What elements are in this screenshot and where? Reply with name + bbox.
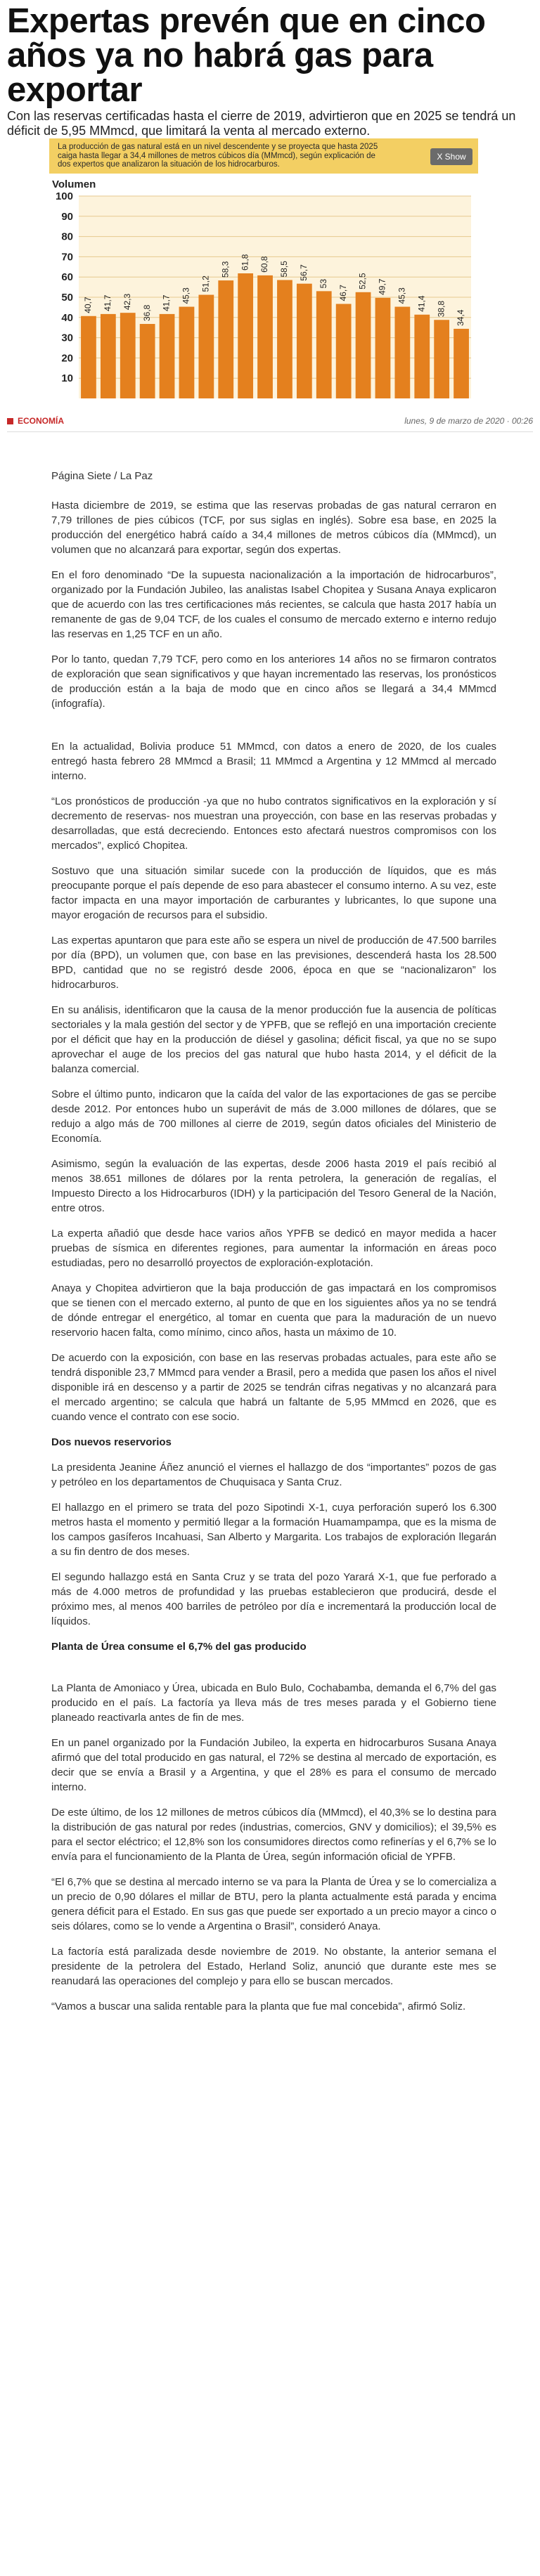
bar bbox=[434, 320, 449, 398]
bar-value-label: 46,7 bbox=[338, 285, 348, 301]
y-tick-label: 80 bbox=[61, 230, 73, 243]
bar-value-label: 45,3 bbox=[397, 287, 407, 304]
infographic-banner-text: La producción de gas natural está en un nivel descendente y se proyecta que hasta 2025 caiga hasta llegar a 34,4 millones de metros cúbicos día (MMmcd), según explicación de dos expertos que analizaron la situación de los hidrocarburos. bbox=[58, 143, 378, 169]
bar-value-label: 41,4 bbox=[416, 295, 427, 312]
paragraph: La presidenta Jeanine Áñez anunció el viernes el hallazgo de dos “importantes” pozos de gas y petróleo en los departamentos de Chuquisaca y Santa Cruz. bbox=[51, 1462, 496, 1488]
bar bbox=[120, 313, 136, 398]
bar bbox=[375, 298, 391, 398]
bar-value-label: 53 bbox=[318, 279, 328, 289]
paragraph: En su análisis, identificaron que la causa de la menor producción fue la ausencia de políticas sectoriales y la mala gestión del sector y de YPFB, que se reflejó en una importación creciente por el déficit que hay en la producción de diésel y gasolina; déficit fiscal, ya que no se supo aprovechar el auge de los precios del gas natural que hubo hasta 2014, y el déficit de la balanza comercial. bbox=[51, 1004, 496, 1075]
bar bbox=[140, 324, 155, 398]
byline: Página Siete / La Paz bbox=[51, 470, 153, 482]
infographic bbox=[49, 138, 478, 409]
bar bbox=[101, 314, 116, 398]
bar bbox=[198, 295, 214, 398]
subheading: Planta de Úrea consume el 6,7% del gas producido bbox=[51, 1641, 307, 1653]
bar-value-label: 60,8 bbox=[259, 256, 270, 273]
paragraph: “El 6,7% que se destina al mercado interno se va para la Planta de Úrea y se lo comercializa a un precio de 0,90 dólares el millar de BTU, pero la planta actualmente está parada y encima genera déficit para el Estado. En sus gas que puede ser exportado a un precio mayor a cinco o seis dólares, como se lo vende a Argentina o Brasil”, consideró Anaya. bbox=[51, 1876, 496, 1932]
subheading: Dos nuevos reservorios bbox=[51, 1436, 172, 1448]
y-tick-label: 90 bbox=[61, 210, 73, 223]
y-tick-label: 30 bbox=[61, 332, 73, 344]
infographic-banner bbox=[49, 138, 478, 174]
bar bbox=[316, 291, 332, 398]
bar bbox=[414, 315, 430, 398]
bar-value-label: 38,8 bbox=[436, 300, 446, 318]
paragraph: Hasta diciembre de 2019, se estima que las reservas probadas de gas natural cerraron en 7,79 trillones de pies cúbicos (TCF, por sus siglas en inglés). Sobre esa base, en 2025 la producción del energético habrá caído a 34,4 millones de metros cúbicos día (MMmcd), un volumen que no alcanzará para exportar, según dos expertas. bbox=[51, 500, 496, 556]
y-tick-label: 70 bbox=[61, 251, 73, 264]
article-headline: Expertas prevén que en cinco años ya no habrá gas para exportar bbox=[7, 2, 486, 109]
article-meta bbox=[7, 409, 533, 432]
bar-value-label: 40,7 bbox=[83, 297, 94, 313]
paragraph: De acuerdo con la exposición, con base en las reservas probadas actuales, para este año se tendrá disponible 23,7 MMmcd para vender a Brasil, pero a medida que pasen los años el nivel disponible irá en descenso y a partir de 2025 se tendrán cifras negativas y no alcanzará para el mercado argentino; se calcula que habrá un faltante de 5,95 MMmcd en 2026, que es cuando vence el contrato con ese socio. bbox=[51, 1352, 496, 1423]
bar-value-label: 42,3 bbox=[122, 293, 132, 311]
paragraph: En el foro denominado “De la supuesta nacionalización a la importación de hidrocarburos”, organizado por la Fundación Jubileo, las analistas Isabel Chopitea y Susana Anaya explicaron que de acuerdo con las tres certificaciones más recientes, se calcula que hasta 2017 había un remanente de gas de 9,04 TCF, de los cuales el consumo de mercado externo e interno redujo las reservas en 1,25 TCF en un año. bbox=[51, 569, 496, 640]
article-body bbox=[0, 432, 540, 2014]
bar bbox=[277, 280, 292, 398]
bar-value-label: 56,7 bbox=[299, 264, 309, 281]
paragraph: Asimismo, según la evaluación de las expertas, desde 2006 hasta 2019 el país recibió al menos 38.651 millones de dólares por la renta petrolera, la generación de regalías, el Impuesto Directo a los Hidrocarburos (IDH) y la participación del Tesoro General de la Nación, entre otros. bbox=[51, 1158, 496, 1214]
y-tick-label: 60 bbox=[61, 271, 73, 284]
bar-value-label: 49,7 bbox=[377, 278, 387, 295]
bar-value-label: 41,7 bbox=[103, 294, 113, 311]
bar bbox=[257, 275, 273, 398]
y-tick-label: 50 bbox=[61, 292, 73, 304]
infographic-close-button[interactable]: X Show bbox=[430, 148, 472, 165]
paragraph: El segundo hallazgo está en Santa Cruz y se trata del pozo Yarará X-1, que fue perforado a más de 4.000 metros de profundidad y las pruebas establecieron que producirá, desde el próximo mes, al menos 400 barriles de petróleo por día e incrementará la producción local de líquidos. bbox=[51, 1571, 496, 1627]
bar-value-label: 45,3 bbox=[181, 287, 191, 304]
bar bbox=[179, 307, 195, 398]
bar-value-label: 51,2 bbox=[200, 275, 211, 292]
bar bbox=[394, 307, 410, 398]
bar-value-label: 52,5 bbox=[357, 273, 368, 290]
bar bbox=[297, 284, 312, 398]
paragraph: En un panel organizado por la Fundación Jubileo, la experta en hidrocarburos Susana Anaya afirmó que del total producido en gas natural, el 72% se destina al mercado de exportación, es decir que se envía a Brasil y a Argentina, y que el 28% es para el consumo de mercado interno. bbox=[51, 1737, 496, 1793]
paragraph: El hallazgo en el primero se trata del pozo Sipotindi X-1, cuya perforación superó los 6.300 metros hasta el momento y permitió llegar a la formación Huamampampa, que es la misma de los campos gasíferos Incahuasi, San Alberto y Margarita. Los trabajos de exploración llegarán a su fin dentro de dos meses. bbox=[51, 1502, 496, 1558]
paragraph: La experta añadió que desde hace varios años YPFB se dedicó en mayor medida a hacer pruebas de sísmica en diferentes regiones, para aumentar la información en áreas poco estudiadas, pero no desarrolló proyectos de exploración-explotación. bbox=[51, 1228, 496, 1269]
category-square-icon bbox=[7, 418, 13, 424]
paragraph: Sobre el último punto, indicaron que la caída del valor de las exportaciones de gas se percibe desde 2012. Por entonces hubo un superávit de más de 3.000 millones de dólares, que se redujo a algo más de 700 millones al cierre de 2019, según datos oficiales del Ministerio de Economía. bbox=[51, 1088, 496, 1145]
category-link[interactable] bbox=[7, 416, 64, 426]
y-tick-label: 10 bbox=[61, 372, 73, 385]
publish-date: lunes, 9 de marzo de 2020 · 00:26 bbox=[404, 416, 533, 426]
paragraph: De este último, de los 12 millones de metros cúbicos día (MMmcd), el 40,3% se lo destina para la distribución de gas natural por redes (industrias, comercios, GNV y domicilios); el 39,5% es para el sector eléctrico; el 12,8% son los consumidores directos como refinerías y el 6,7% se lo envía para el funcionamiento de la Planta de Úrea, según información oficial de YPFB. bbox=[51, 1807, 496, 1863]
bar-value-label: 36,8 bbox=[141, 304, 152, 322]
y-tick-label: 100 bbox=[55, 190, 73, 202]
bar-value-label: 61,8 bbox=[240, 254, 250, 271]
y-axis-label: Volumen bbox=[52, 178, 96, 190]
paragraph: “Los pronósticos de producción -ya que no hubo contratos significativos en la exploración y sí decremento de reservas- nos muestran una proyección, con base en las reservas probadas y desarrolladas, que está decreciendo. Entonces esto afectará nuestros compromisos con los mercados”, explicó Chopitea. bbox=[51, 795, 496, 852]
bar bbox=[160, 314, 175, 398]
bar bbox=[356, 292, 371, 398]
y-tick-label: 20 bbox=[61, 352, 73, 365]
y-tick-label: 40 bbox=[61, 311, 73, 324]
bar-value-label: 34,4 bbox=[456, 309, 466, 326]
bar-value-label: 58,5 bbox=[279, 261, 290, 278]
paragraph: La factoría está paralizada desde noviembre de 2019. No obstante, la anterior semana el presidente de la petrolera del Estado, Herland Soliz, anunció que durante este mes se reanudará las operaciones del complejo y para ello se buscan mercados. bbox=[51, 1946, 496, 1987]
paragraph: La Planta de Amoniaco y Úrea, ubicada en Bulo Bulo, Cochabamba, demanda el 6,7% del gas producido en el país. La factoría ya lleva más de tres meses parada y el Gobierno tiene planeado reactivarla antes de fin de mes. bbox=[51, 1682, 496, 1724]
bar bbox=[238, 273, 253, 398]
paragraph: Las expertas apuntaron que para este año se espera un nivel de producción de 47.500 barriles por día (BPD), un volumen que, con base en las previsiones, descenderá hasta los 28.500 BPD, cantidad que no se registró desde 2006, época en que se “nacionalizaron” los hidrocarburos. bbox=[51, 935, 496, 991]
paragraph: Anaya y Chopitea advirtieron que la baja producción de gas impactará en los compromisos que se tienen con el mercado externo, al punto de que en los siguientes años ya no se tendrá de dónde entregar el energético, al tomar en cuenta que para la maduración de un nuevo reservorio hacen falta, como mínimo, cinco años, hasta un máximo de 10. bbox=[51, 1282, 496, 1339]
paragraph: Por lo tanto, quedan 7,79 TCF, pero como en los anteriores 14 años no se firmaron contratos de exploración que sean significativos y que hayan incrementado las reservas, los pronósticos de producción están a la baja de modo que en cinco años se llegará a 34,4 MMmcd (infografía). bbox=[51, 653, 496, 710]
bar-value-label: 41,7 bbox=[161, 294, 172, 311]
bar-value-label: 58,3 bbox=[220, 261, 231, 278]
paragraph: En la actualidad, Bolivia produce 51 MMmcd, con datos a enero de 2020, de los cuales entregó hasta febrero 28 MMmcd a Brasil; 11 MMmcd a Argentina y 12 MMmcd al mercado interno. bbox=[51, 741, 496, 782]
bar bbox=[454, 329, 469, 398]
bar bbox=[218, 280, 233, 398]
bar bbox=[336, 304, 352, 398]
paragraph: “Vamos a buscar una salida rentable para la planta que fue mal concebida”, afirmó Soliz. bbox=[51, 2001, 466, 2012]
article-lead: Con las reservas certificadas hasta el cierre de 2019, advirtieron que en 2025 se tendrá un déficit de 5,95 MMmcd, que limitará la venta al mercado externo. bbox=[7, 109, 516, 138]
category-label: ECONOMÍA bbox=[18, 416, 64, 426]
bar bbox=[81, 316, 96, 398]
bar-chart bbox=[49, 174, 478, 409]
paragraph: Sostuvo que una situación similar sucede con la producción de líquidos, que es más preocupante porque el país depende de eso para abastecer el consumo interno. A su vez, este factor impacta en una mayor importación de carburantes y lubricantes, lo que supone una mayor erogación de recursos para el subsidio. bbox=[51, 865, 496, 921]
